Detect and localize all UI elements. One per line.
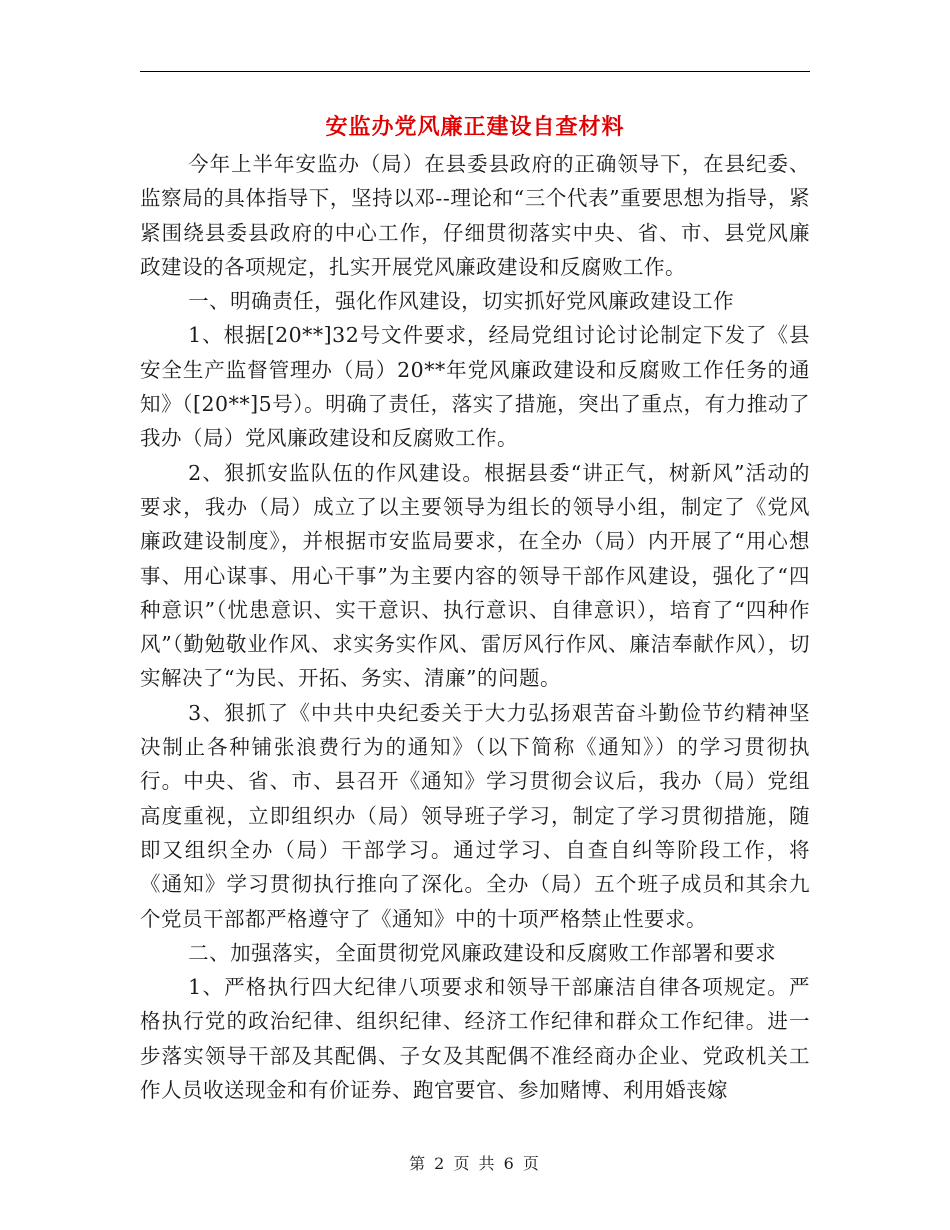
page-number: 第 2 页 共 6 页 bbox=[409, 1154, 541, 1173]
section-heading-2: 二、加强落实，全面贯彻党风廉政建设和反腐败工作部署和要求 bbox=[188, 940, 777, 965]
paragraph-2-1: 1、严格执行四大纪律八项要求和领导干部廉洁自律各项规定。严格执行党的政治纪律、组织纪律、经济工作纪律和群众工作纪律。进一步落实领导干部及其配偶、子女及其配偶不准经商办企业、党政机关工作人员收送现金和有价证券、跑官要官、参加赌博、利用婚丧嫁 bbox=[140, 975, 810, 1103]
document-title: 安监办党风廉正建设自查材料 bbox=[325, 114, 625, 140]
paragraph-1-2: 2、狠抓安监队伍的作风建设。根据县委“讲正气，树新风”活动的要求，我办（局）成立了以主要领导为组长的领导小组，制定了《党风廉政建设制度》，并根据市安监局要求，在全办（局）内开展了“用心想事、用心谋事、用心干事”为主要内容的领导干部作风建设，强化了“四种意识”（忧患意识、实干意识、执行意识、自律意识），培育了“四种作风”（勤勉敬业作风、求实务实作风、雷厉风行作风、廉洁奉献作风），切实解决了“为民、开拓、务实、清廉”的问题。 bbox=[140, 460, 810, 691]
paragraph-intro: 今年上半年安监办（局）在县委县政府的正确领导下，在县纪委、监察局的具体指导下，坚持以邓--理论和“三个代表”重要思想为指导，紧紧围绕县委县政府的中心工作，仔细贯彻落实中央、省、市、县党风廉政建设的各项规定，扎实开展党风廉政建设和反腐败工作。 bbox=[140, 152, 810, 279]
paragraph-1-1: 1、根据[20**]32号文件要求，经局党组讨论讨论制定下发了《县安全生产监督管理办（局）20**年党风廉政建设和反腐败工作任务的通知》（[20**]5号）。明确了责任，落实了措施，突出了重点，有力推动了我办（局）党风廉政建设和反腐败工作。 bbox=[140, 323, 810, 451]
header-rule bbox=[140, 71, 810, 72]
document-body bbox=[140, 147, 810, 1107]
section-heading-1: 一、明确责任，强化作风建设，切实抓好党风廉政建设工作 bbox=[188, 289, 735, 314]
paragraph-1-3: 3、狠抓了《中共中央纪委关于大力弘扬艰苦奋斗勤俭节约精神坚决制止各种铺张浪费行为的通知》（以下简称《通知》）的学习贯彻执行。中央、省、市、县召开《通知》学习贯彻会议后，我办（局）党组高度重视，立即组织办（局）领导班子学习，制定了学习贯彻措施，随即又组织全办（局）干部学习。通过学习、自查自纠等阶段工作，将《通知》学习贯彻执行推向了深化。全办（局）五个班子成员和其余九个党员干部都严格遵守了《通知》中的十项严格禁止性要求。 bbox=[140, 700, 810, 931]
